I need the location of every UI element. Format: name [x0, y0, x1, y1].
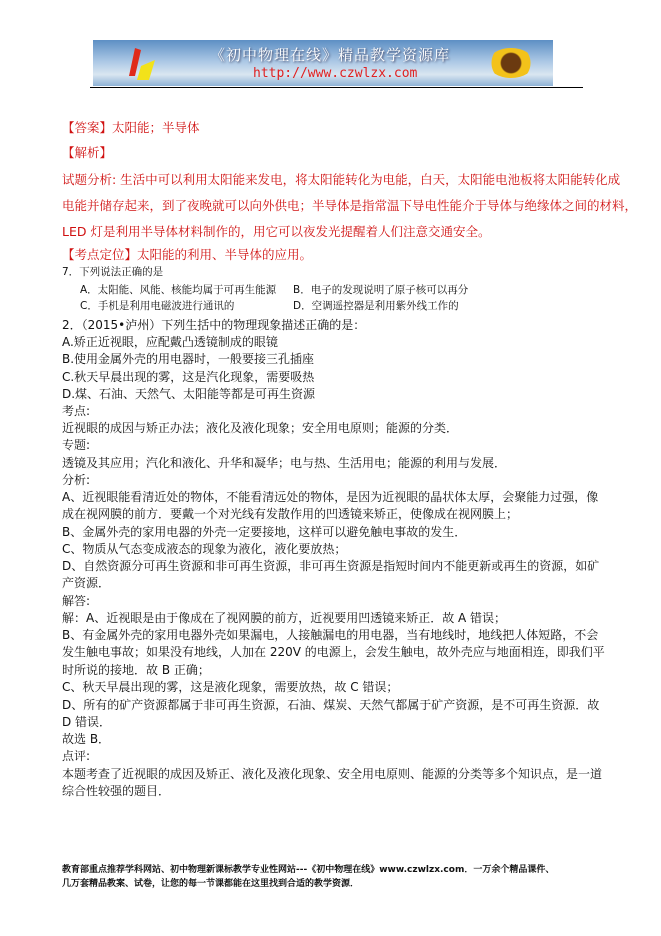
- q2-line: 解：A、近视眼是由于像成在了视网膜的前方，近视要用凹透镜来矫正．故 A 错误；: [62, 611, 507, 625]
- q2-line: A.矫正近视眼，应配戴凸透镜制成的眼镜: [62, 335, 278, 349]
- answer-line: [62, 120, 200, 136]
- banner-url[interactable]: http://www.czwlzx.com: [253, 66, 418, 81]
- q2-line: 透镜及其应用；汽化和液化、升华和凝华；电与热、生活用电；能源的利用与发展．: [62, 456, 507, 470]
- point-label: 【考点定位】: [62, 247, 138, 262]
- q2-line: D、自然资源分可再生资源和非可再生资源，非可再生资源是指短时间内不能更新或再生的资源，如矿: [62, 559, 600, 573]
- answer-label: 【答案】: [62, 120, 113, 135]
- q2-line: 点评:: [62, 749, 91, 763]
- q7-option-d: D．空调遥控器是利用紫外线工作的: [293, 300, 459, 312]
- analysis-line: 电能并储存起来，到了夜晚就可以向外供电；半导体是指常温下导电性能介于导体与绝缘体之间的材料，: [62, 198, 638, 213]
- q7-stem: 7．下列说法正确的是: [62, 266, 164, 278]
- q2-line: A、近视眼能看清近处的物体，不能看清远处的物体，是因为近视眼的晶状体太厚，会聚能力过强，像: [62, 490, 599, 504]
- q7-option-b: B．电子的发现说明了原子核可以再分: [293, 284, 469, 296]
- q2-line: 2．（2015•泸州）下列生括中的物理现象描述正确的是：: [62, 318, 366, 332]
- q2-line: B、金属外壳的家用电器的外壳一定要接地，这样可以避免触电事故的发生．: [62, 525, 467, 539]
- q2-line: B、有金属外壳的家用电器外壳如果漏电，人接触漏电的用电器，当有地线时，地线把人体短路，不会: [62, 628, 599, 642]
- q2-line: B.使用金属外壳的用电器时，一般要接三孔插座: [62, 352, 315, 366]
- q2-line: D.煤、石油、天然气、太阳能等都是可再生资源: [62, 387, 316, 401]
- q2-line: 解答:: [62, 594, 91, 608]
- q2-line: 发生触电事故；如果没有地线，人加在 220V 的电源上，会发生触电，故外壳应与地面相连，即我们平: [62, 645, 605, 659]
- q2-line: C.秋天早晨出现的雾，这是汽化现象，需要吸热: [62, 370, 315, 384]
- point-line: [62, 247, 312, 263]
- footer-line: 教育部重点推荐学科网站、初中物理新课标教学专业性网站---《初中物理在线》www.czwlzx.com．一万余个精品课件、: [62, 865, 555, 875]
- analysis-label: 【解析】: [62, 145, 113, 160]
- q2-line: 时所说的接地．故 B 正确；: [62, 663, 210, 677]
- site-banner[interactable]: [93, 40, 553, 86]
- q2-line: 成在视网膜的前方．要戴一个对光线有发散作用的凹透镜来矫正，使像成在视网膜上；: [62, 507, 519, 521]
- footer-line: 几万套精品教案、试卷，让您的每一节课都能在这里找到合适的教学资源．: [62, 879, 360, 889]
- q2-line: 综合性较强的题目．: [62, 784, 171, 798]
- q2-line: D、所有的矿产资源都属于非可再生资源，石油、煤炭、天然气都属于矿产资源，是不可再生资源．故: [62, 698, 600, 712]
- q2-line: 分析:: [62, 473, 91, 487]
- q2-line: 近视眼的成因与矫正办法；液化及液化现象；安全用电原则；能源的分类．: [62, 421, 459, 435]
- sunflower-image: [488, 48, 534, 78]
- analysis-line: 试题分析: 生活中可以利用太阳能来发电，将太阳能转化为电能，白天，太阳能电池板将太阳能转化成: [62, 172, 621, 187]
- q2-line: C、秋天早晨出现的雾，这是液化现象，需要放热，故 C 错误；: [62, 680, 399, 694]
- q2-line: 本题考查了近视眼的成因及矫正、液化及液化现象、安全用电原则、能源的分类等多个知识点，是一道: [62, 767, 603, 781]
- analysis-line: LED 灯是利用半导体材料制作的，用它可以夜发光提醒着人们注意交通安全。: [62, 224, 491, 239]
- banner-title: 《初中物理在线》精品教学资源库: [210, 46, 451, 64]
- q2-line: 故选 B．: [62, 732, 111, 746]
- q2-line: 考点:: [62, 404, 91, 418]
- q2-line: C、物质从气态变成液态的现象为液化，液化要放热；: [62, 542, 347, 556]
- point-text: 太阳能的利用、半导体的应用。: [137, 247, 313, 262]
- q2-line: 专题:: [62, 438, 91, 452]
- q7-option-a: A．太阳能、风能、核能均属于可再生能源: [80, 284, 277, 296]
- header-divider: [90, 87, 583, 88]
- q2-line: 产资源．: [62, 576, 111, 590]
- answer-text: 太阳能；半导体: [112, 120, 200, 135]
- q2-line: D 错误．: [62, 715, 112, 729]
- site-logo-icon: [125, 46, 161, 82]
- q7-option-c: C．手机是利用电磁波进行通讯的: [80, 300, 235, 312]
